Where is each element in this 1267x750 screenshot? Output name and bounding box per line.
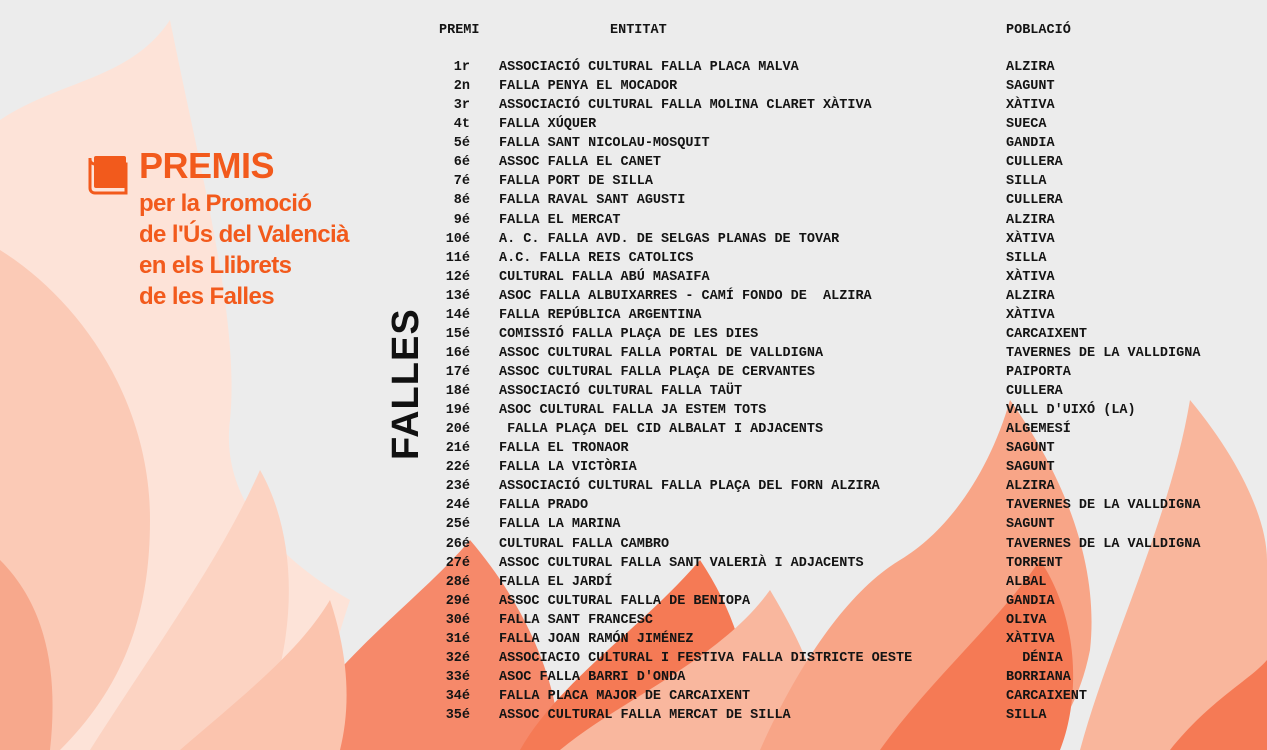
table-row [0, 498, 1267, 517]
entity-cell: ASSOCIACIÓ CULTURAL FALLA PLACA MALVA [499, 60, 799, 75]
rank-cell: 35é [445, 708, 470, 723]
town-cell: SAGUNT [1006, 517, 1055, 533]
side-category-label: FALLES [385, 308, 427, 460]
table-row [0, 327, 1267, 346]
table-row [0, 365, 1267, 384]
rank-cell: 34é [445, 689, 470, 704]
town-cell: SAGUNT [1006, 460, 1055, 476]
rank-cell: 14é [445, 307, 470, 323]
rank-cell: 32é [445, 650, 470, 666]
rank-cell: 16é [445, 345, 470, 361]
entity-cell: FALLA LA VICTÒRIA [499, 460, 637, 476]
entity-cell: FALLA REPÚBLICA ARGENTINA [499, 307, 702, 323]
entity-cell: FALLA LA MARINA [499, 517, 621, 533]
entity-cell: A.C. FALLA REIS CATOLICS [499, 250, 694, 266]
town-cell: ALGEMESÍ [1006, 422, 1071, 438]
rank-cell: 1r [453, 60, 470, 75]
entity-cell: ASOC CULTURAL FALLA JA ESTEM TOTS [499, 403, 767, 419]
table-row [0, 594, 1267, 613]
brand-subtitle-line: en els Llibrets [139, 252, 292, 279]
town-cell: ALZIRA [1006, 212, 1055, 228]
rank-cell: 29é [445, 593, 470, 609]
brand-title: PREMIS [139, 145, 275, 186]
rank-cell: 11é [445, 250, 470, 266]
table-row [0, 460, 1267, 479]
table-row [0, 155, 1267, 174]
entity-cell: FALLA EL TRONAOR [499, 441, 629, 457]
table-row [0, 289, 1267, 308]
column-header-entitat: ENTITAT [610, 23, 667, 38]
entity-cell: FALLA SANT FRANCESC [499, 612, 653, 628]
entity-cell: FALLA EL MERCAT [499, 212, 621, 228]
rank-cell: 21é [445, 441, 470, 457]
rank-cell: 6é [453, 155, 470, 171]
rank-cell: 18é [445, 384, 470, 399]
table-row [0, 632, 1267, 651]
table-row [0, 98, 1267, 117]
entity-cell: FALLA PENYA EL MOCADOR [499, 79, 678, 95]
rank-cell: 8é [453, 193, 470, 209]
rank-cell: 20é [445, 422, 470, 438]
town-cell: TAVERNES DE LA VALLDIGNA [1006, 536, 1201, 552]
town-cell: TAVERNES DE LA VALLDIGNA [1006, 498, 1201, 514]
town-cell: SAGUNT [1006, 441, 1055, 457]
brand-subtitle-line: de les Falles [139, 283, 274, 310]
town-cell: ALZIRA [1006, 60, 1055, 75]
table-row [0, 117, 1267, 136]
rank-cell: 19é [445, 403, 470, 419]
entity-cell: FALLA JOAN RAMÓN JIMÉNEZ [499, 631, 694, 647]
entity-cell: FALLA EL JARDÍ [499, 574, 613, 590]
entity-cell: FALLA PORT DE SILLA [499, 174, 653, 190]
town-cell: XÀTIVA [1006, 98, 1055, 114]
table-row [0, 517, 1267, 536]
town-cell: XÀTIVA [1006, 269, 1055, 285]
brand-subtitle-line: per la Promoció [139, 190, 312, 217]
table-row [0, 174, 1267, 193]
town-cell: SILLA [1006, 174, 1047, 190]
table-row [0, 308, 1267, 327]
rank-cell: 26é [445, 536, 470, 552]
rank-cell: 15é [445, 326, 470, 342]
rank-cell: 3r [453, 98, 470, 114]
entity-cell: COMISSIÓ FALLA PLAÇA DE LES DIES [499, 326, 759, 342]
table-row [0, 708, 1267, 727]
entity-cell: ASSOC CULTURAL FALLA DE BENIOPA [499, 593, 751, 609]
table-row [0, 479, 1267, 498]
town-cell: CARCAIXENT [1006, 326, 1088, 342]
town-cell: SILLA [1006, 708, 1047, 723]
town-cell: ALZIRA [1006, 479, 1055, 495]
table-row [0, 346, 1267, 365]
entity-cell: ASSOCIACIÓ CULTURAL FALLA MOLINA CLARET XÀTIVA [499, 98, 872, 114]
town-cell: SAGUNT [1006, 79, 1055, 95]
rank-cell: 10é [445, 231, 470, 247]
table-row [0, 232, 1267, 251]
town-cell: XÀTIVA [1006, 631, 1055, 647]
table-row [0, 613, 1267, 632]
column-header-premi: PREMI [439, 23, 480, 38]
rank-cell: 12é [445, 269, 470, 285]
entity-cell: CULTURAL FALLA ABÚ MASAIFA [499, 269, 710, 285]
rank-cell: 31é [445, 631, 470, 647]
table-row [0, 136, 1267, 155]
brand-subtitle-line: de l'Ús del Valencià [139, 221, 349, 248]
town-cell: PAIPORTA [1006, 365, 1071, 380]
table-row [0, 556, 1267, 575]
table-row [0, 251, 1267, 270]
entity-cell: ASSOC FALLA EL CANET [499, 155, 662, 171]
table-row [0, 193, 1267, 212]
town-cell: VALL D'UIXÓ (LA) [1006, 403, 1136, 419]
town-cell: CARCAIXENT [1006, 689, 1088, 704]
town-cell: ALBAL [1006, 574, 1047, 590]
town-cell: ALZIRA [1006, 288, 1055, 304]
entity-cell: ASOC FALLA BARRI D'ONDA [499, 669, 686, 685]
entity-cell: ASSOC CULTURAL FALLA SANT VALERIÀ I ADJACENTS [499, 555, 864, 571]
table-row [0, 384, 1267, 403]
rank-cell: 13é [445, 288, 470, 304]
town-cell: OLIVA [1006, 612, 1047, 628]
town-cell: GANDIA [1006, 593, 1055, 609]
table-row [0, 537, 1267, 556]
rank-cell: 22é [445, 460, 470, 476]
rank-cell: 7é [453, 174, 470, 190]
entity-cell: ASSOCIACIO CULTURAL I FESTIVA FALLA DISTRICTE OESTE [499, 650, 913, 666]
entity-cell: ASSOC CULTURAL FALLA MERCAT DE SILLA [499, 708, 791, 723]
rank-cell: 24é [445, 498, 470, 514]
rank-cell: 23é [445, 479, 470, 495]
column-header-poblacio: POBLACIÓ [1006, 23, 1071, 38]
table-row [0, 575, 1267, 594]
rank-cell: 33é [445, 669, 470, 685]
table-row [0, 689, 1267, 708]
table-row [0, 651, 1267, 670]
entity-cell: ASSOC CULTURAL FALLA PLAÇA DE CERVANTES [499, 365, 815, 380]
entity-cell: A. C. FALLA AVD. DE SELGAS PLANAS DE TOVAR [499, 231, 840, 247]
entity-cell: ASSOC CULTURAL FALLA PORTAL DE VALLDIGNA [499, 345, 824, 361]
town-cell: GANDIA [1006, 136, 1055, 152]
table-row [0, 670, 1267, 689]
entity-cell: FALLA PLACA MAJOR DE CARCAIXENT [499, 689, 751, 704]
town-cell: DÉNIA [1006, 650, 1063, 666]
town-cell: SILLA [1006, 250, 1047, 266]
town-cell: XÀTIVA [1006, 231, 1055, 247]
entity-cell: FALLA RAVAL SANT AGUSTI [499, 193, 686, 209]
town-cell: SUECA [1006, 117, 1047, 133]
table-row [0, 441, 1267, 460]
town-cell: CULLERA [1006, 193, 1063, 209]
entity-cell: CULTURAL FALLA CAMBRO [499, 536, 670, 552]
rank-cell: 17é [445, 365, 470, 380]
town-cell: CULLERA [1006, 384, 1063, 399]
table-row [0, 79, 1267, 98]
town-cell: TORRENT [1006, 555, 1063, 571]
entity-cell: FALLA SANT NICOLAU-MOSQUIT [499, 136, 710, 152]
entity-cell: ASSOCIACIÓ CULTURAL FALLA PLAÇA DEL FORN ALZIRA [499, 479, 880, 495]
town-cell: BORRIANA [1006, 669, 1071, 685]
entity-cell: ASSOCIACIÓ CULTURAL FALLA TAÜT [499, 384, 743, 399]
rank-cell: 28é [445, 574, 470, 590]
town-cell: CULLERA [1006, 155, 1063, 171]
rank-cell: 9é [453, 212, 470, 228]
entity-cell: ASOC FALLA ALBUIXARRES - CAMÍ FONDO DE ALZIRA [499, 288, 872, 304]
table-row [0, 422, 1267, 441]
rank-cell: 25é [445, 517, 470, 533]
town-cell: TAVERNES DE LA VALLDIGNA [1006, 345, 1201, 361]
rank-cell: 4t [453, 117, 470, 133]
entity-cell: FALLA PLAÇA DEL CID ALBALAT I ADJACENTS [499, 422, 824, 438]
entity-cell: FALLA XÚQUER [499, 117, 597, 133]
rank-cell: 30é [445, 612, 470, 628]
rank-cell: 5é [453, 136, 470, 152]
town-cell: XÀTIVA [1006, 307, 1055, 323]
entity-cell: FALLA PRADO [499, 498, 589, 514]
table-row [0, 213, 1267, 232]
table-row [0, 403, 1267, 422]
table-row [0, 270, 1267, 289]
rank-cell: 27é [445, 555, 470, 571]
table-row [0, 60, 1267, 79]
rank-cell: 2n [453, 79, 470, 95]
